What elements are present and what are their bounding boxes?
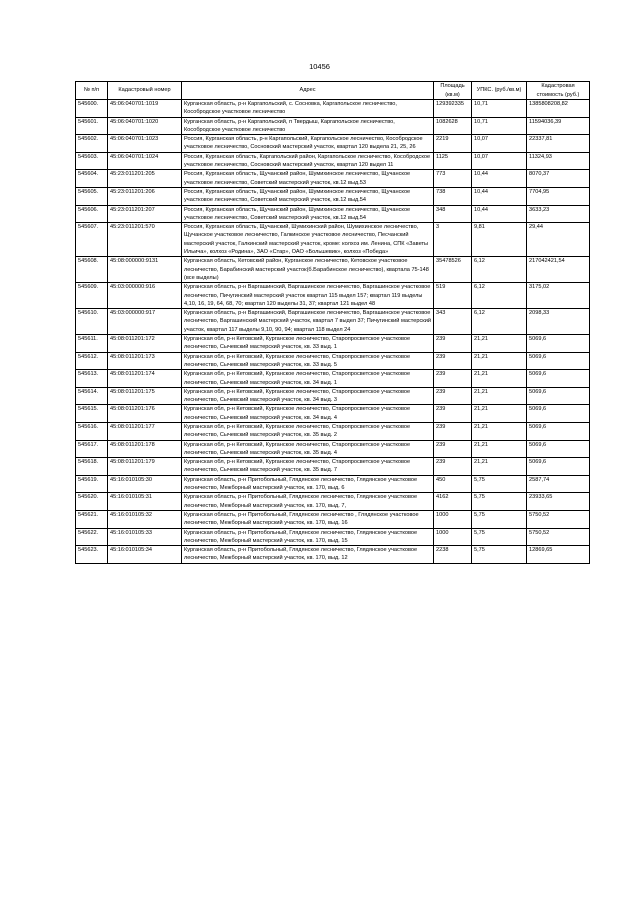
- row-number-cell: 545602.: [76, 135, 108, 153]
- area-cell: 773: [434, 170, 472, 188]
- table-row: [76, 458, 590, 476]
- address-cell: Курганская область, р-н Притобольный, Глядянское лесничество, Глядянское участковое лесничество, Межборный мастерский участок, кв. 170, выд. 15: [182, 528, 434, 546]
- cadastral-number-cell: 45:08:011201:177: [108, 422, 182, 440]
- upks-cell: 21,21: [472, 405, 527, 423]
- address-cell: Курганская область, р-н Притобольный, Глядянское лесничество, Глядянское участковое лесничество, Межборный мастерский участок, кв. 170, выд. 12: [182, 546, 434, 564]
- upks-cell: 10,44: [472, 205, 527, 223]
- row-number-cell: 545621.: [76, 510, 108, 528]
- table-row: [76, 135, 590, 153]
- cadastral-value-cell: 5069,6: [527, 370, 590, 388]
- col-header-address: Адрес: [182, 82, 434, 100]
- area-cell: 1000: [434, 528, 472, 546]
- cadastral-number-cell: 45:08:011201:174: [108, 370, 182, 388]
- cadastral-value-cell: 5750,52: [527, 510, 590, 528]
- table-row: [76, 387, 590, 405]
- row-number-cell: 545617.: [76, 440, 108, 458]
- cadastral-value-cell: 1385808208,82: [527, 100, 590, 118]
- table-row: [76, 170, 590, 188]
- row-number-cell: 545619.: [76, 475, 108, 493]
- address-cell: Курганская область, р-н Варгашинский, Варгашинское лесничество, Варгашинское участковое лесничество, Варгашинский мастерский участок, квартал 7 выдел 37; Пичугинский мастерский участок, квартал 117 выделы 9,10, 90, 94; квартал 118 выдел 24: [182, 309, 434, 335]
- cadastral-value-cell: 7704,95: [527, 187, 590, 205]
- table-row: [76, 100, 590, 118]
- col-header-cadastral-value: Кадастровая стоимость (руб.): [527, 82, 590, 100]
- area-cell: 239: [434, 352, 472, 370]
- col-header-cadastral-number: Кадастровый номер: [108, 82, 182, 100]
- cadastral-value-cell: 5069,6: [527, 422, 590, 440]
- cadastral-number-cell: 45:16:010105:30: [108, 475, 182, 493]
- area-cell: 343: [434, 309, 472, 335]
- address-cell: Курганская область, Кетовский район, Курганское лесничество, Кетовское участковое лесничество, Барабинский мастерский участок(б.Барабинское лесничество), квартала 75-148 (все выделы): [182, 257, 434, 283]
- cadastral-number-cell: 45:08:011201:178: [108, 440, 182, 458]
- cadastral-value-cell: 2587,74: [527, 475, 590, 493]
- table-header-row: [76, 82, 590, 100]
- row-number-cell: 545613.: [76, 370, 108, 388]
- area-cell: 1000: [434, 510, 472, 528]
- row-number-cell: 545608.: [76, 257, 108, 283]
- cadastral-number-cell: 45:16:010105:34: [108, 546, 182, 564]
- table-body: [76, 100, 590, 564]
- upks-cell: 6,12: [472, 283, 527, 309]
- area-cell: 348: [434, 205, 472, 223]
- address-cell: Курганская обл, р-н Кетовский, Курганское лесничество, Старопросветское участковое лесничество, Сычевский мастерский участок, кв. 34 выд. 4: [182, 405, 434, 423]
- address-cell: Курганская область, р-н Каргапольский, с. Сосновка, Каргапольское лесничество, Кособродское участковое лесничество: [182, 100, 434, 118]
- area-cell: 1125: [434, 152, 472, 170]
- row-number-cell: 545605.: [76, 187, 108, 205]
- table-row: [76, 493, 590, 511]
- cadastral-number-cell: 45:23:011201:570: [108, 223, 182, 257]
- row-number-cell: 545606.: [76, 205, 108, 223]
- row-number-cell: 545614.: [76, 387, 108, 405]
- row-number-cell: 545604.: [76, 170, 108, 188]
- area-cell: 129392335: [434, 100, 472, 118]
- cadastral-value-cell: 5069,6: [527, 458, 590, 476]
- address-cell: Курганская обл, р-н Кетовский, Курганское лесничество, Старопросветское участковое лесничество, Сычевский мастерский участок, кв. 33 выд. 5: [182, 352, 434, 370]
- upks-cell: 10,44: [472, 187, 527, 205]
- area-cell: 239: [434, 440, 472, 458]
- address-cell: Курганская область, р-н Притобольный, Глядянское лесничество, Глядянское участковое лесничество, Межборный мастерский участок, кв. 170, выд. 6: [182, 475, 434, 493]
- upks-cell: 21,21: [472, 335, 527, 353]
- cadastral-value-cell: 2098,33: [527, 309, 590, 335]
- table-row: [76, 257, 590, 283]
- cadastral-value-cell: 22337,81: [527, 135, 590, 153]
- row-number-cell: 545620.: [76, 493, 108, 511]
- cadastral-number-cell: 45:06:040701:1024: [108, 152, 182, 170]
- cadastral-value-cell: 5069,6: [527, 352, 590, 370]
- address-cell: Курганская область, р-н Варгашинский, Варгашинское лесничество, Варгашинское участковое лесничество, Пичугинский мастерский участок квартал 115 выдел 157; квартал 119 выделы 4,10, 16, 19, 64, 68, 70; квартал 120 выделы 31, 37; квартал 121 выдел 48: [182, 283, 434, 309]
- area-cell: 1082628: [434, 117, 472, 135]
- address-cell: Курганская обл, р-н Кетовский, Курганское лесничество, Старопросветское участковое лесничество, Сычевский мастерский участок, кв. 35 выд. 4: [182, 440, 434, 458]
- upks-cell: 10,07: [472, 135, 527, 153]
- upks-cell: 21,21: [472, 440, 527, 458]
- address-cell: Россия, Курганская область, р-н Каргапольский, Каргапольское лесничество, Кособродское участковое лесничество, Сосновский мастерский участок, квартал 120 выдела 21, 25, 26: [182, 135, 434, 153]
- cadastral-value-cell: 12869,65: [527, 546, 590, 564]
- table-row: [76, 528, 590, 546]
- upks-cell: 21,21: [472, 370, 527, 388]
- address-cell: Курганская область, р-н Каргапольский, п Твердыш, Каргапольское лесничество, Кособродское участковое лесничество: [182, 117, 434, 135]
- cadastral-number-cell: 45:06:040701:1023: [108, 135, 182, 153]
- upks-cell: 10,71: [472, 117, 527, 135]
- cadastral-number-cell: 45:16:010105:31: [108, 493, 182, 511]
- row-number-cell: 545612.: [76, 352, 108, 370]
- cadastral-number-cell: 45:23:011201:207: [108, 205, 182, 223]
- cadastral-value-cell: 3633,23: [527, 205, 590, 223]
- cadastral-number-cell: 45:08:011201:173: [108, 352, 182, 370]
- area-cell: 3: [434, 223, 472, 257]
- upks-cell: 10,71: [472, 100, 527, 118]
- cadastral-table: [75, 81, 590, 564]
- upks-cell: 6,12: [472, 309, 527, 335]
- upks-cell: 5,75: [472, 510, 527, 528]
- cadastral-number-cell: 45:08:011201:175: [108, 387, 182, 405]
- upks-cell: 5,75: [472, 528, 527, 546]
- area-cell: 239: [434, 387, 472, 405]
- cadastral-number-cell: 45:03:000000:916: [108, 283, 182, 309]
- address-cell: Курганская обл, р-н Кетовский, Курганское лесничество, Старопросветское участковое лесничество, Сычевский мастерский участок, кв. 33 выд. 1: [182, 335, 434, 353]
- upks-cell: 9,81: [472, 223, 527, 257]
- area-cell: 239: [434, 405, 472, 423]
- address-cell: Курганская обл, р-н Кетовский, Курганское лесничество, Старопросветское участковое лесничество, Сычевский мастерский участок, кв. 35 выд. 2: [182, 422, 434, 440]
- area-cell: 239: [434, 370, 472, 388]
- cadastral-number-cell: 45:06:040701:1019: [108, 100, 182, 118]
- table-row: [76, 422, 590, 440]
- cadastral-value-cell: 217042421,54: [527, 257, 590, 283]
- area-cell: 239: [434, 335, 472, 353]
- address-cell: Курганская обл, р-н Кетовский, Курганское лесничество, Старопросветское участковое лесничество, Сычевский мастерский участок, кв. 35 выд. 7: [182, 458, 434, 476]
- area-cell: 35478526: [434, 257, 472, 283]
- table-row: [76, 440, 590, 458]
- cadastral-value-cell: 11324,93: [527, 152, 590, 170]
- cadastral-number-cell: 45:16:010105:32: [108, 510, 182, 528]
- cadastral-number-cell: 45:23:011201:206: [108, 187, 182, 205]
- address-cell: Курганская обл, р-н Кетовский, Курганское лесничество, Старопросветское участковое лесничество, Сычевский мастерский участок, кв. 34 выд. 3: [182, 387, 434, 405]
- row-number-cell: 545603.: [76, 152, 108, 170]
- table-row: [76, 309, 590, 335]
- table-row: [76, 205, 590, 223]
- cadastral-number-cell: 45:23:011201:205: [108, 170, 182, 188]
- table-row: [76, 352, 590, 370]
- upks-cell: 21,21: [472, 458, 527, 476]
- cadastral-number-cell: 45:08:011201:179: [108, 458, 182, 476]
- address-cell: Курганская область, р-н Притобольный, Глядянское лесничество , Глядянское участковое лесничество, Межборный мастерский участок, кв. 170, выд. 16: [182, 510, 434, 528]
- address-cell: Россия, Курганская область, Щучанский, Шумихинский район, Шумихинское лесничество, Щучанское участковое лесничество, Галкинское участковое лесничество, Песчанский мастерский участок, Галкинский мастерский участок, кроме: колхоз им. Ленина, СПК «Заветы Ильича», колхоз «Родина», ЗАО «Стар», ОАО «Большевик», колхоз «Победа»: [182, 223, 434, 257]
- table-row: [76, 546, 590, 564]
- row-number-cell: 545615.: [76, 405, 108, 423]
- upks-cell: 5,75: [472, 546, 527, 564]
- row-number-cell: 545607.: [76, 223, 108, 257]
- cadastral-number-cell: 45:08:011201:172: [108, 335, 182, 353]
- upks-cell: 21,21: [472, 387, 527, 405]
- col-header-upks: УПКС. (руб./кв.м): [472, 82, 527, 100]
- upks-cell: 21,21: [472, 422, 527, 440]
- table-row: [76, 475, 590, 493]
- area-cell: 2238: [434, 546, 472, 564]
- table-row: [76, 283, 590, 309]
- area-cell: 450: [434, 475, 472, 493]
- area-cell: 4162: [434, 493, 472, 511]
- cadastral-value-cell: 23933,65: [527, 493, 590, 511]
- upks-cell: 5,75: [472, 475, 527, 493]
- address-cell: Курганская область, р-н Притобольный, Глядянское лесничество, Глядянское участковое лесничество, Межборный мастерский участок, кв. 170, выд. 7,: [182, 493, 434, 511]
- row-number-cell: 545611.: [76, 335, 108, 353]
- col-header-number: № п/п: [76, 82, 108, 100]
- row-number-cell: 545610.: [76, 309, 108, 335]
- row-number-cell: 545622.: [76, 528, 108, 546]
- area-cell: 2219: [434, 135, 472, 153]
- col-header-area: Площадь (кв.м): [434, 82, 472, 100]
- cadastral-value-cell: 5069,6: [527, 405, 590, 423]
- table-row: [76, 370, 590, 388]
- table-row: [76, 117, 590, 135]
- cadastral-value-cell: 29,44: [527, 223, 590, 257]
- row-number-cell: 545601.: [76, 117, 108, 135]
- cadastral-value-cell: 3175,02: [527, 283, 590, 309]
- area-cell: 738: [434, 187, 472, 205]
- address-cell: Россия, Курганская область, Каргапольский район, Каргапольское лесничество, Кособродское участковое лесничество, Сосновский мастерский участок, квартал 120 выдел 11: [182, 152, 434, 170]
- table-row: [76, 405, 590, 423]
- cadastral-value-cell: 5069,6: [527, 440, 590, 458]
- row-number-cell: 545616.: [76, 422, 108, 440]
- cadastral-number-cell: 45:06:040701:1020: [108, 117, 182, 135]
- row-number-cell: 545618.: [76, 458, 108, 476]
- table-row: [76, 335, 590, 353]
- upks-cell: 10,07: [472, 152, 527, 170]
- page-number: 10456: [309, 62, 330, 71]
- row-number-cell: 545623.: [76, 546, 108, 564]
- cadastral-number-cell: 45:03:000000:917: [108, 309, 182, 335]
- area-cell: 239: [434, 422, 472, 440]
- address-cell: Курганская обл, р-н Кетовский, Курганское лесничество, Старопросветское участковое лесничество, Сычевский мастерский участок, кв. 34 выд. 1: [182, 370, 434, 388]
- cadastral-value-cell: 11594036,39: [527, 117, 590, 135]
- table-row: [76, 223, 590, 257]
- row-number-cell: 545609.: [76, 283, 108, 309]
- cadastral-number-cell: 45:08:011201:176: [108, 405, 182, 423]
- cadastral-value-cell: 5069,6: [527, 387, 590, 405]
- table-row: [76, 510, 590, 528]
- address-cell: Россия, Курганская область, Щучанский район, Шумихинское лесничество, Щучанское участковое лесничество, Советский мастерский участок, кв.12 выд.54: [182, 187, 434, 205]
- cadastral-number-cell: 45:08:000000:9131: [108, 257, 182, 283]
- upks-cell: 6,12: [472, 257, 527, 283]
- cadastral-value-cell: 5069,6: [527, 335, 590, 353]
- cadastral-number-cell: 45:16:010105:33: [108, 528, 182, 546]
- table-row: [76, 187, 590, 205]
- upks-cell: 10,44: [472, 170, 527, 188]
- row-number-cell: 545600.: [76, 100, 108, 118]
- cadastral-value-cell: 8070,37: [527, 170, 590, 188]
- table-row: [76, 152, 590, 170]
- area-cell: 519: [434, 283, 472, 309]
- upks-cell: 21,21: [472, 352, 527, 370]
- area-cell: 239: [434, 458, 472, 476]
- address-cell: Россия, Курганская область, Щучанский район, Шумихинское лесничество, Щучанское участковое лесничество, Советский мастерский участок, кв.12 выд.54: [182, 205, 434, 223]
- cadastral-value-cell: 5750,52: [527, 528, 590, 546]
- upks-cell: 5,75: [472, 493, 527, 511]
- address-cell: Россия, Курганская область, Щучанский район, Шумихинское лесничество, Щучанское участковое лесничество, Советский мастерский участок, кв.12 выд.53: [182, 170, 434, 188]
